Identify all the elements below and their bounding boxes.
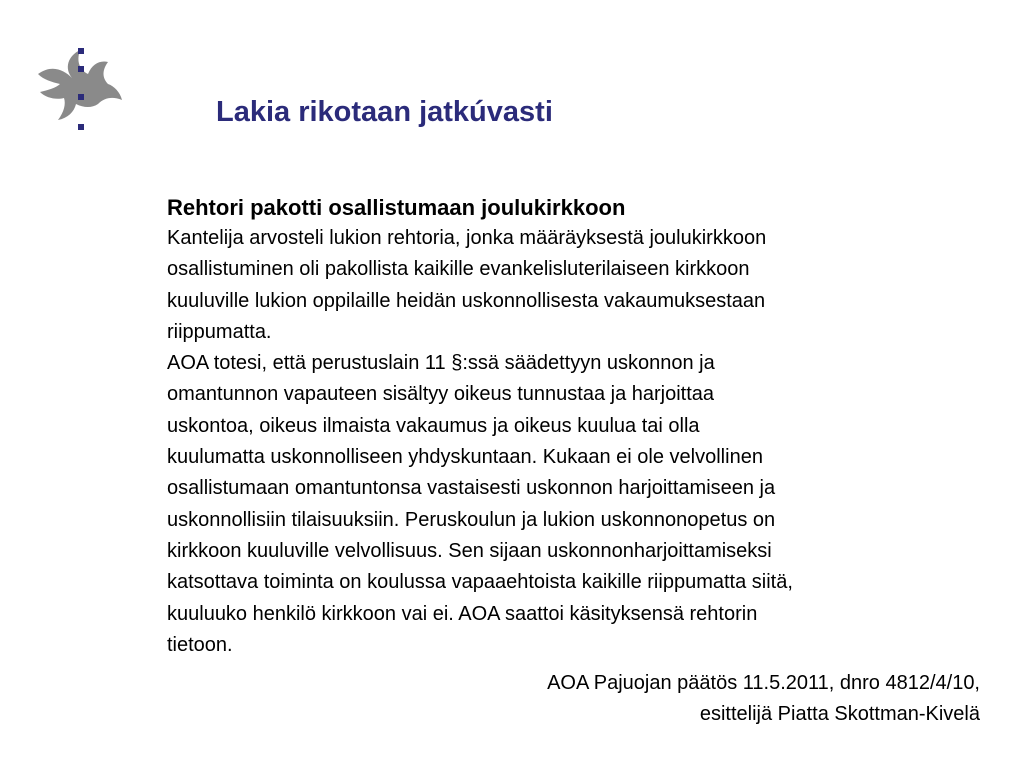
flame-leaf-logo-icon: [38, 50, 122, 120]
text-line: kuuluuko henkilö kirkkoon vai ei. AOA saattoi käsityksensä rehtorin: [167, 602, 758, 625]
text-line: osallistuminen oli pakollista kaikille evankelisluterilaiseen kirkkoon: [167, 258, 750, 281]
university-logo-icon: [34, 42, 126, 134]
logo-dot-icon: [78, 66, 84, 72]
source-citation: [547, 668, 980, 730]
text-line: Kantelija arvosteli lukion rehtoria, jonka määräyksestä joulukirkkoon: [167, 227, 767, 249]
logo-dot-icon: [78, 94, 84, 100]
paragraph-decision: [167, 348, 982, 661]
source-line: AOA Pajuojan päätös 11.5.2011, dnro 4812/4/10,: [547, 672, 980, 694]
source-line: esittelijä Piatta Skottman-Kivelä: [699, 703, 980, 725]
text-line: uskontoa, oikeus ilmaista vakaumus ja oikeus kuulua tai olla: [167, 414, 700, 437]
slide-title: Lakia rikotaan jatkúvasti: [216, 96, 553, 128]
text-line: kuulumatta uskonnolliseen yhdyskuntaan. Kukaan ei ole velvollinen: [167, 446, 763, 469]
paragraph-complaint: [167, 223, 982, 348]
text-line: kirkkoon kuuluville velvollisuus. Sen sijaan uskonnonharjoittamiseksi: [167, 539, 772, 562]
text-line: uskonnollisiin tilaisuuksiin. Peruskoulun ja lukion uskonnonopetus on: [167, 508, 776, 531]
text-line: AOA totesi, että perustuslain 11 §:ssä säädettyyn uskonnon ja: [167, 352, 715, 375]
text-line: tietoon.: [167, 633, 233, 656]
slide-content: [167, 193, 982, 661]
logo-dot-icon: [78, 124, 84, 130]
text-line: kuuluville lukion oppilaille heidän uskonnollisesta vakaumuksestaan: [167, 289, 766, 312]
section-heading: Rehtori pakotti osallistumaan joulukirkkoon: [167, 195, 626, 220]
text-line: riippumatta.: [167, 320, 272, 343]
logo-dot-icon: [78, 48, 84, 54]
text-line: osallistumaan omantuntonsa vastaisesti uskonnon harjoittamiseen ja: [167, 477, 776, 500]
text-line: katsottava toiminta on koulussa vapaaehtoista kaikille riippumatta siitä,: [167, 571, 793, 594]
text-line: omantunnon vapauteen sisältyy oikeus tunnustaa ja harjoittaa: [167, 383, 715, 406]
